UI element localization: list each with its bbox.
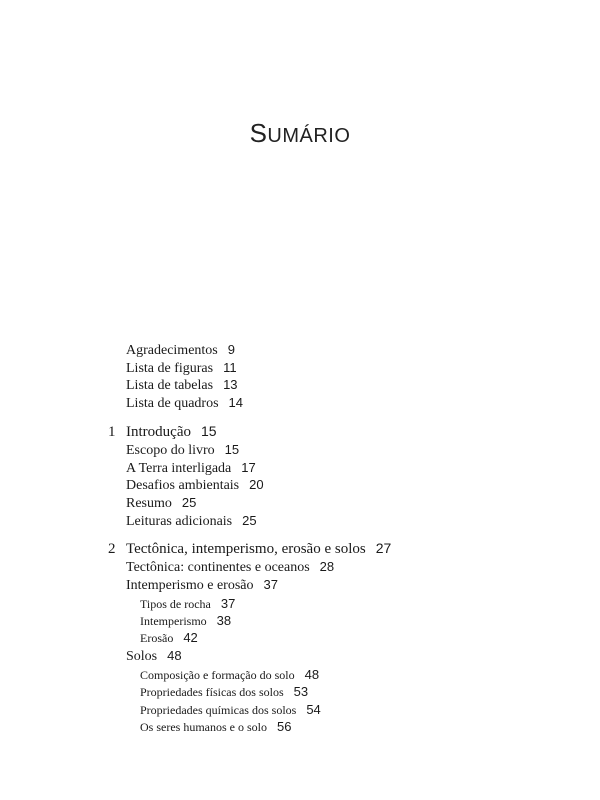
toc-entry-leituras[interactable]	[126, 514, 257, 529]
toc-entry-label: Os seres humanos e o solo	[140, 720, 267, 734]
toc-entry-page: 48	[304, 667, 320, 682]
toc-entry-escopo[interactable]	[126, 443, 239, 458]
toc-entry-page: 54	[306, 702, 321, 717]
toc-entry-label: Lista de tabelas	[126, 378, 214, 393]
toc-entry-label: Intemperismo	[140, 614, 207, 628]
toc-entry-label: Introdução	[126, 424, 191, 440]
toc-entry-page: 15	[200, 423, 217, 439]
toc-entry-page: 17	[241, 460, 256, 475]
toc-entry-page: 15	[224, 442, 240, 457]
toc-entry-page: 13	[223, 377, 238, 392]
toc-entry-agradecimentos[interactable]	[126, 343, 235, 358]
title-initial: S	[249, 118, 268, 148]
toc-entry-label: Resumo	[126, 496, 172, 511]
toc-entry-label: Desafios ambientais	[126, 478, 240, 493]
toc-entry-page: 56	[276, 719, 292, 734]
toc-entry-page: 42	[183, 630, 198, 645]
title-rest: UMÁRIO	[267, 125, 351, 147]
toc-entry-erosao[interactable]	[140, 631, 198, 644]
toc-entry-label: Escopo do livro	[126, 443, 215, 458]
toc-entry-label: Leituras adicionais	[126, 514, 233, 529]
toc-entry-lista-quadros[interactable]	[126, 396, 243, 411]
toc-entry-intemperismo-erosao[interactable]	[126, 578, 278, 593]
toc-entry-intemperismo[interactable]	[140, 614, 231, 627]
toc-entry-page: 28	[319, 559, 335, 574]
toc-entry-page: 37	[263, 577, 278, 592]
toc-entry-page: 14	[228, 395, 243, 410]
toc-entry-resumo[interactable]	[126, 496, 196, 511]
toc-entry-page: 38	[216, 613, 232, 628]
toc-entry-page: 48	[167, 648, 182, 663]
toc-entry-label: Composição e formação do solo	[140, 668, 295, 682]
toc-entry-label: Tipos de rocha	[140, 597, 211, 611]
toc-entry-label: Lista de quadros	[126, 396, 219, 411]
chapter-number: 1	[108, 424, 116, 440]
toc-entry-seres-humanos-solo[interactable]	[140, 720, 291, 733]
toc-entry-label: Agradecimentos	[126, 343, 218, 358]
toc-entry-page: 25	[242, 513, 257, 528]
toc-entry-page: 53	[293, 684, 309, 699]
toc-entry-terra-interligada[interactable]	[126, 461, 256, 476]
toc-entry-tipos-rocha[interactable]	[140, 597, 235, 610]
toc-entry-lista-figuras[interactable]	[126, 361, 237, 376]
toc-entry-label: Intemperismo e erosão	[126, 578, 254, 593]
toc-entry-page: 37	[220, 596, 236, 611]
toc-entry-solos[interactable]	[126, 649, 182, 664]
toc-entry-composicao-solo[interactable]	[140, 668, 319, 681]
toc-entry-page: 25	[181, 495, 197, 510]
toc-entry-desafios[interactable]	[126, 478, 264, 493]
toc-entry-page: 11	[223, 360, 237, 375]
toc-entry-page: 9	[227, 342, 235, 357]
toc-entry-page: 27	[375, 540, 392, 556]
toc-entry-label: Erosão	[140, 631, 174, 645]
chapter-number: 2	[108, 541, 116, 557]
toc-entry-label: Propriedades físicas dos solos	[140, 685, 284, 699]
toc-entry-page: 20	[249, 477, 264, 492]
toc-chapter-introducao[interactable]	[126, 424, 217, 440]
toc-entry-tectonica-continentes[interactable]	[126, 560, 334, 575]
toc-entry-lista-tabelas[interactable]	[126, 378, 238, 393]
toc-entry-label: Solos	[126, 649, 158, 664]
toc-entry-propriedades-fisicas[interactable]	[140, 685, 308, 698]
toc-entry-label: A Terra interligada	[126, 461, 232, 476]
toc-entry-label: Propriedades químicas dos solos	[140, 703, 297, 717]
toc-entry-label: Tectônica: continentes e oceanos	[126, 560, 310, 575]
toc-entry-propriedades-quimicas[interactable]	[140, 703, 321, 716]
toc-entry-label: Tectônica, intemperismo, erosão e solos	[126, 541, 366, 557]
toc-chapter-tectonica[interactable]	[126, 541, 391, 557]
toc-entry-label: Lista de figuras	[126, 361, 214, 376]
